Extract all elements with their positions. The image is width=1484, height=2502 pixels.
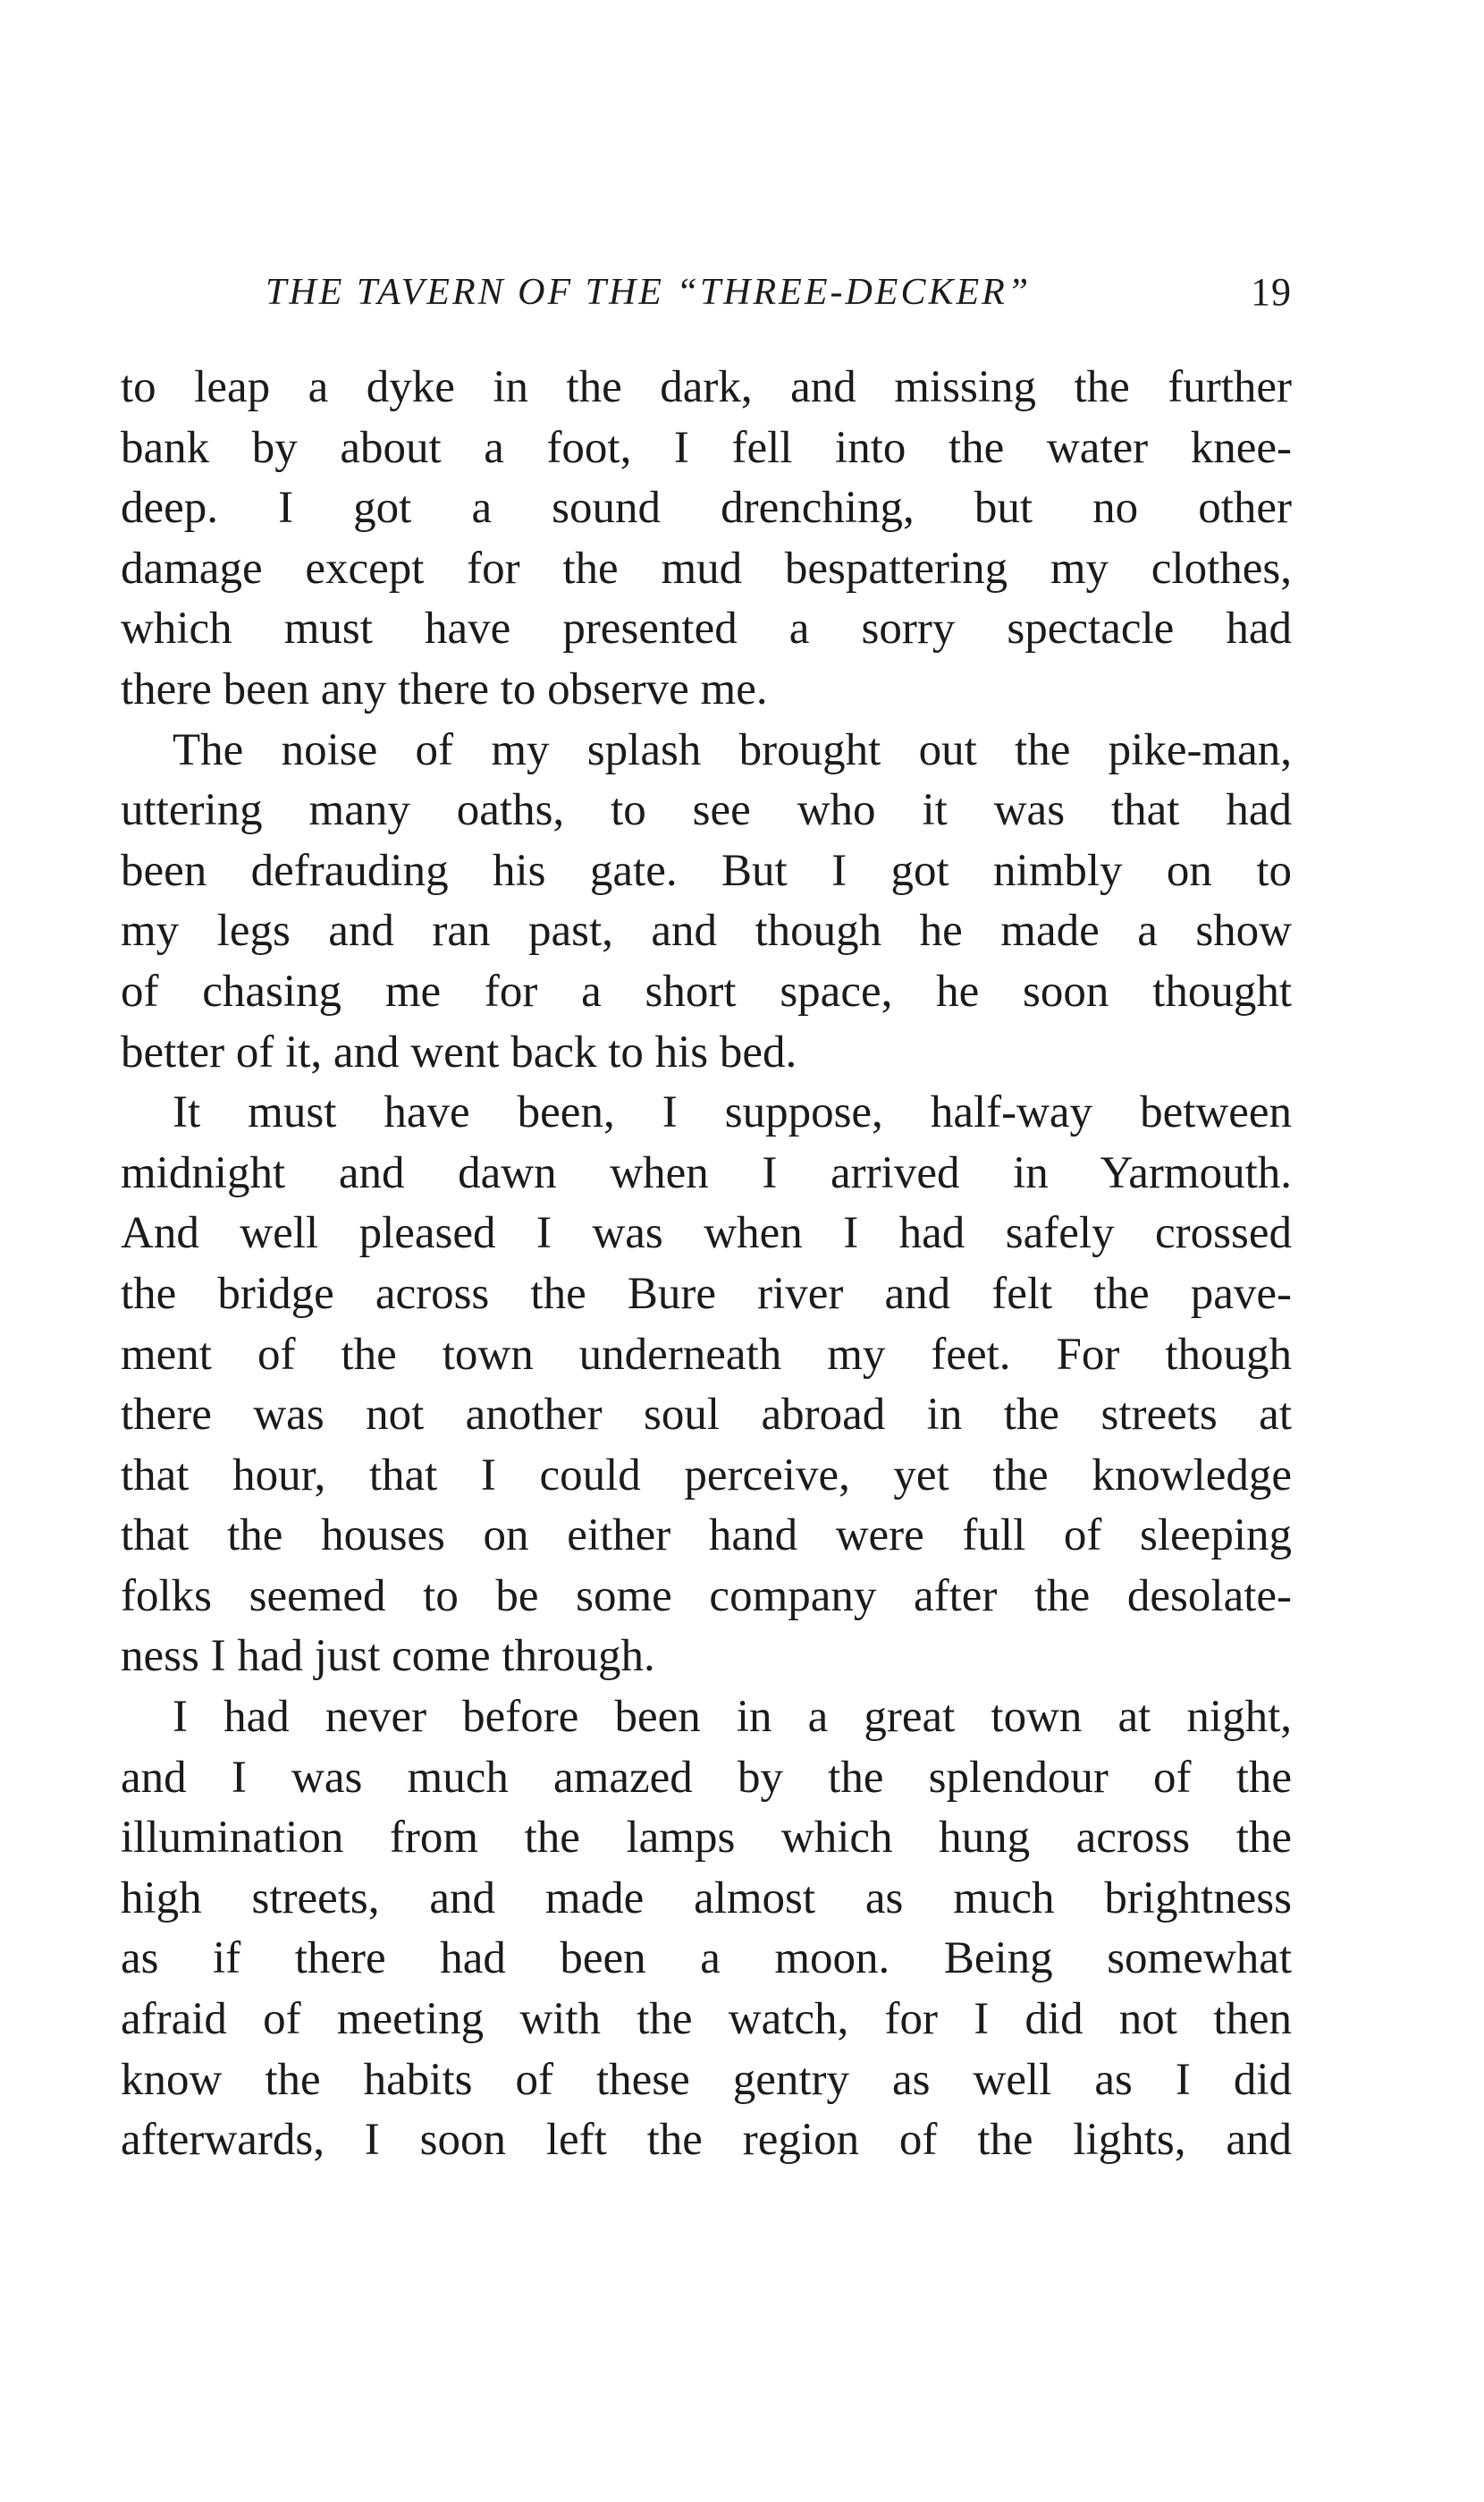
text-line: high streets, and made almost as much brightness <box>121 1872 1292 1923</box>
text-line: ment of the town underneath my feet. For though <box>121 1329 1292 1380</box>
paragraph <box>121 358 1292 721</box>
text-line: afraid of meeting with the watch, for I did not then <box>121 1994 1292 2045</box>
text-line: to leap a dyke in the dark, and missing the further <box>121 362 1292 412</box>
text-line: ness I had just come through. <box>121 1631 655 1682</box>
text-line: and I was much amazed by the splendour of the <box>121 1752 1292 1803</box>
text-line: bank by about a foot, I fell into the water knee- <box>121 422 1292 473</box>
text-line: The noise of my splash brought out the pike-man, <box>173 724 1292 775</box>
text-line: know the habits of these gentry as well as I did <box>121 2054 1292 2105</box>
body-text <box>121 358 1292 2171</box>
paragraph <box>121 721 1292 1084</box>
text-line: uttering many oaths, to see who it was that had <box>121 785 1292 836</box>
text-line: folks seemed to be some company after the desolate- <box>121 1570 1292 1621</box>
text-line: my legs and ran past, and though he made a show <box>121 906 1292 957</box>
text-line: afterwards, I soon left the region of the lights, and <box>121 2115 1292 2166</box>
text-line: midnight and dawn when I arrived in Yarmouth. <box>121 1147 1292 1198</box>
text-line: that the houses on either hand were full of sleeping <box>121 1510 1292 1561</box>
text-line: illumination from the lamps which hung across the <box>121 1813 1292 1864</box>
text-line: as if there had been a moon. Being somewhat <box>121 1933 1292 1984</box>
text-line: damage except for the mud bespattering my clothes, <box>121 543 1292 594</box>
text-line: that hour, that I could perceive, yet the knowledge <box>121 1450 1292 1500</box>
text-line: It must have been, I suppose, half-way between <box>173 1087 1292 1138</box>
text-line: been defrauding his gate. But I got nimbly on to <box>121 845 1292 896</box>
text-line: better of it, and went back to his bed. <box>121 1027 797 1078</box>
paragraph <box>121 1083 1292 1687</box>
text-line: of chasing me for a short space, he soon thought <box>121 966 1292 1017</box>
text-line: deep. I got a sound drenching, but no other <box>121 483 1292 534</box>
page-number: 19 <box>1251 270 1292 314</box>
text-line: there was not another soul abroad in the streets at <box>121 1390 1292 1441</box>
running-head <box>121 261 1292 324</box>
text-line: which must have presented a sorry spectacle had <box>121 604 1292 655</box>
paragraph <box>121 1687 1292 2171</box>
text-line: And well pleased I was when I had safely crossed <box>121 1208 1292 1259</box>
text-line: there been any there to observe me. <box>121 664 768 714</box>
running-head-title: THE TAVERN OF THE “THREE-DECKER” <box>266 272 1032 313</box>
text-line: the bridge across the Bure river and felt the pave- <box>121 1268 1292 1319</box>
text-line: I had never before been in a great town at night, <box>173 1692 1292 1743</box>
